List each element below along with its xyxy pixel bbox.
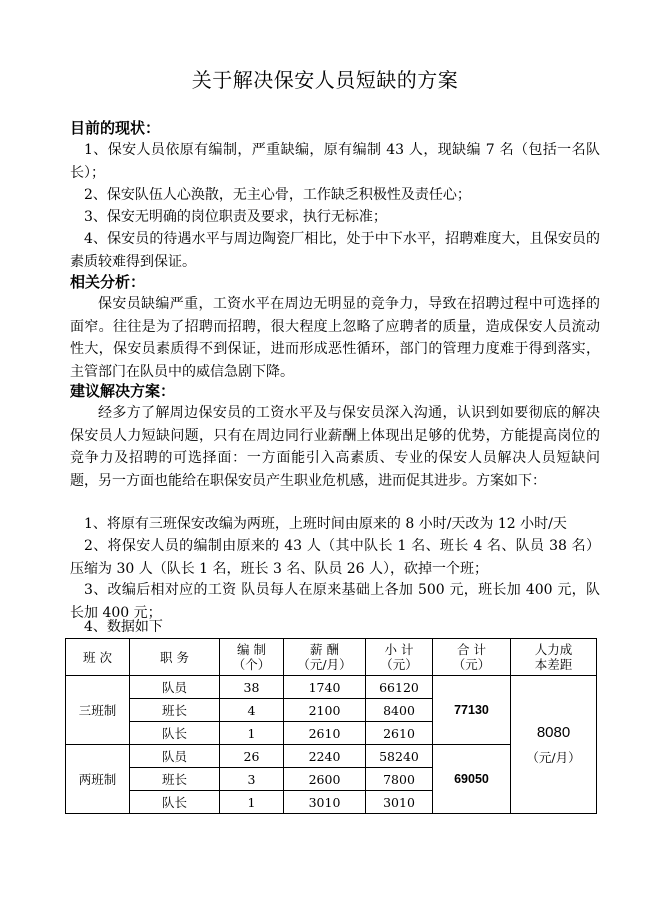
page-title: 关于解决保安人员短缺的方案 <box>191 68 459 92</box>
shift-cell: 两班制 <box>66 745 130 814</box>
position-cell: 队员 <box>130 676 220 699</box>
header-cost-difference: 人力成 本差距 <box>511 639 597 676</box>
total-cell: 77130 <box>433 676 511 745</box>
salary-cell: 2100 <box>284 699 366 722</box>
subtotal-cell: 8400 <box>366 699 433 722</box>
section-heading-status: 目前的现状： <box>70 119 161 137</box>
proposal-paragraph: 经多方了解周边保安员的工资水平及与保安员深入沟通，认识到如要彻底的解决保安员人力短缺问题，只有在周边同行业薪酬上体现出足够的优势，方能提高岗位的竞争力及招聘的可选择面：一方面能引入高素质、专业的保安人员解决人员短缺问题，另一方面也能给在职保安员产生职业危机感，进而促其进步。方案如下： <box>70 405 600 489</box>
status-item-3: 3、保安无明确的岗位职责及要求，执行无标准； <box>84 209 387 225</box>
subtotal-cell: 3010 <box>366 791 433 814</box>
salary-cell: 2600 <box>284 768 366 791</box>
position-cell: 班长 <box>130 768 220 791</box>
count-cell: 3 <box>220 768 284 791</box>
status-item-4: 4、保安员的待遇水平与周边陶瓷厂相比，处于中下水平，招聘难度大，且保安员的素质较难得到保证。 <box>70 231 600 270</box>
salary-cell: 2240 <box>284 745 366 768</box>
cost-difference-value: 8080 <box>536 723 571 741</box>
staffing-cost-table <box>65 638 597 814</box>
analysis-paragraph: 保安员缺编严重，工资水平在周边无明显的竞争力，导致在招聘过程中可选择的面窄。往往是为了招聘而招聘，很大程度上忽略了应聘者的质量，造成保安人员流动性大，保安员素质得不到保证，进而形成恶性循环，部门的管理力度难于得到落实，主管部门在队员中的威信急剧下降。 <box>70 296 600 380</box>
cost-difference-unit: （元/月） <box>526 749 581 765</box>
status-item-2: 2、保安队伍人心涣散，无主心骨，工作缺乏积极性及责任心； <box>84 187 471 203</box>
salary-cell: 3010 <box>284 791 366 814</box>
proposal-item-1: 1、将原有三班保安改编为两班，上班时间由原来的 8 小时/天改为 12 小时/天 <box>84 516 567 532</box>
proposal-item-4: 4、数据如下 <box>84 619 163 635</box>
header-pay: 薪 酬 （元/月） <box>284 639 366 676</box>
count-cell: 38 <box>220 676 284 699</box>
count-cell: 1 <box>220 722 284 745</box>
section-heading-analysis: 相关分析： <box>70 273 146 291</box>
header-total: 合 计 （元） <box>433 639 511 676</box>
table-row <box>66 676 597 699</box>
status-item-1: 1、保安人员依原有编制，严重缺编，原有编制 43 人，现缺编 7 名（包括一名队长）； <box>70 142 600 181</box>
subtotal-cell: 2610 <box>366 722 433 745</box>
header-staff: 编 制 （个） <box>220 639 284 676</box>
position-cell: 队长 <box>130 722 220 745</box>
subtotal-cell: 66120 <box>366 676 433 699</box>
salary-cell: 2610 <box>284 722 366 745</box>
table-header-row <box>66 639 597 676</box>
count-cell: 1 <box>220 791 284 814</box>
proposal-item-3: 3、改编后相对应的工资 队员每人在原来基础上各加 500 元，班长加 400 元，队长加 400 元； <box>70 582 600 621</box>
position-cell: 队长 <box>130 791 220 814</box>
proposal-item-2: 2、将保安人员的编制由原来的 43 人（其中队长 1 名、班长 4 名、队员 38 名）压缩为 30 人（队长 1 名，班长 3 名、队员 26 人），砍掉一个班； <box>70 538 600 577</box>
section-heading-proposal: 建议解决方案： <box>70 382 176 400</box>
subtotal-cell: 58240 <box>366 745 433 768</box>
salary-cell: 1740 <box>284 676 366 699</box>
position-cell: 队员 <box>130 745 220 768</box>
header-position: 职 务 <box>130 639 220 676</box>
count-cell: 4 <box>220 699 284 722</box>
header-subtotal: 小 计 （元） <box>366 639 433 676</box>
position-cell: 班长 <box>130 699 220 722</box>
header-shift: 班 次 <box>66 639 130 676</box>
count-cell: 26 <box>220 745 284 768</box>
subtotal-cell: 7800 <box>366 768 433 791</box>
shift-cell: 三班制 <box>66 676 130 745</box>
total-cell: 69050 <box>433 745 511 814</box>
cost-difference-cell <box>511 676 597 814</box>
